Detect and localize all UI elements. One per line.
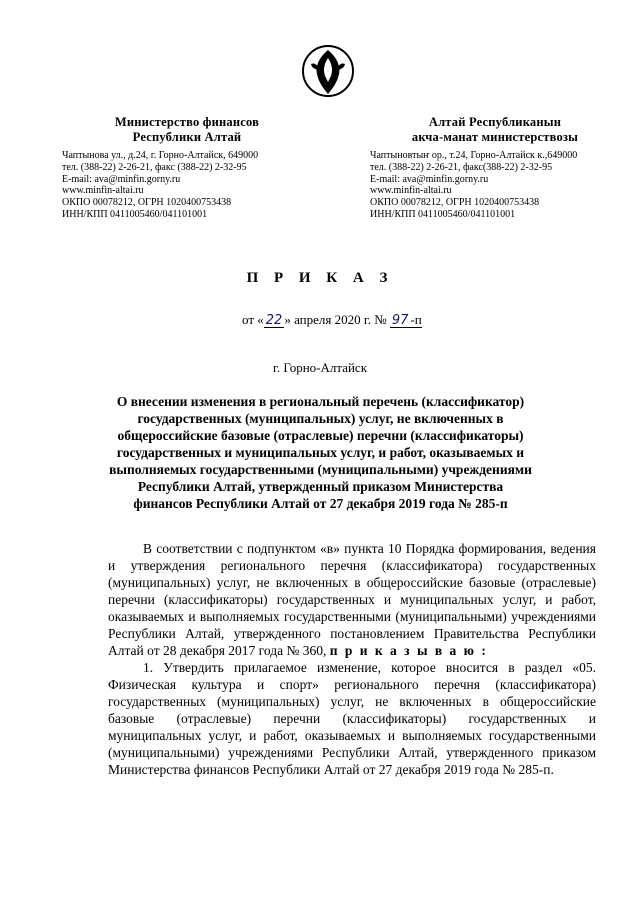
date-prefix: от « (242, 312, 264, 327)
org-name-line1: Министерство финансов (114, 115, 260, 129)
body-paragraph-1 (108, 540, 596, 659)
inn-text: ИНН/КПП 0411005460/041101001 (62, 208, 208, 220)
email-text: E-mail: ava@minfin.gorny.ru (62, 173, 181, 185)
order-subject: О внесении изменения в региональный перечень (классификатор) государственных (муниципальных) услуг, не включенных в общероссийские базовые (отраслевые) перечни (классификаторы) государственных и муниципальных услуг, и работ, оказываемых и выполняемых государственными (муниципальными) учреждениями Республики Алтай, утвержденный приказом Министерства финансов Республики Алтай от 27 декабря 2019 года № 285-п (109, 394, 532, 511)
header-left-block (62, 115, 312, 221)
contacts-alt (370, 150, 620, 221)
phone-text: тел. (388-22) 2-26-21, факс (388-22) 2-32-95 (62, 161, 247, 173)
email-text: E-mail: ava@minfin.gorny.ru (370, 173, 489, 185)
org-name-line1: Алтай Республиканын (428, 115, 562, 129)
okpo-text: ОКПО 00078212, ОГРН 1020400753438 (62, 197, 232, 209)
order-date-line (242, 312, 422, 328)
okpo-text: ОКПО 00078212, ОГРН 1020400753438 (370, 197, 540, 209)
date-middle: » апреля 2020 г. № (284, 312, 387, 327)
order-number-suffix: -п (410, 312, 422, 327)
address-text: Чаптынова ул., д.24, г. Горно-Алтайск, 649000 (62, 150, 259, 161)
order-directive: п р и к а з ы в а ю : (329, 643, 488, 658)
org-name-alt (370, 115, 620, 145)
phone-text: тел. (388-22) 2-26-21, факс(388-22) 2-32-95 (370, 161, 553, 173)
order-body (108, 540, 596, 778)
republic-emblem-icon (301, 42, 355, 100)
org-name-ru (62, 115, 312, 145)
website-text: www.minfin-altai.ru (62, 185, 144, 197)
contacts-ru (62, 150, 312, 221)
handwritten-order-number: 97 (391, 313, 409, 328)
org-name-line2: акча-манат министерствозы (411, 130, 579, 144)
header-right-block (370, 115, 620, 221)
paragraph-1-text: В соответствии с подпунктом «в» пункта 10 Порядка формирования, ведения и утверждения регионального перечня (классификатора) государственных (муниципальных) услуг, не включенных в общероссийские базовые (отраслевые) перечни (классификаторы) государственных и муниципальных услуг, и работ, оказываемых и выполняемых государственными (муниципальными) учреждениями Республики Алтай, утвержденного постановлением Правительства Республики Алтай от 28 декабря 2017 года № 360, (108, 541, 596, 658)
website-text: www.minfin-altai.ru (370, 185, 452, 197)
document-title: П Р И К А З (246, 270, 394, 286)
address-text: Чаптыновтыҥ ор., т.24, Горно-Алтайск к.,649000 (370, 150, 578, 161)
body-paragraph-2: 1. Утвердить прилагаемое изменение, которое вносится в раздел «05. Физическая культура и спорт» регионального перечня (классификатора) государственных (муниципальных) услуг, не включенных в общероссийские базовые (отраслевые) перечни (классификаторы) государственных и муниципальных услуг, и работ, оказываемых и выполняемых государственными (муниципальными) учреждениями Республики Алтай, утвержденного приказом Министерства финансов Республики Алтай от 27 декабря 2019 года № 285-п. (108, 660, 596, 777)
org-name-line2: Республики Алтай (132, 130, 242, 144)
inn-text: ИНН/КПП 0411005460/041101001 (370, 208, 516, 220)
city-line: г. Горно-Алтайск (272, 360, 368, 375)
handwritten-day: 22 (265, 313, 283, 328)
